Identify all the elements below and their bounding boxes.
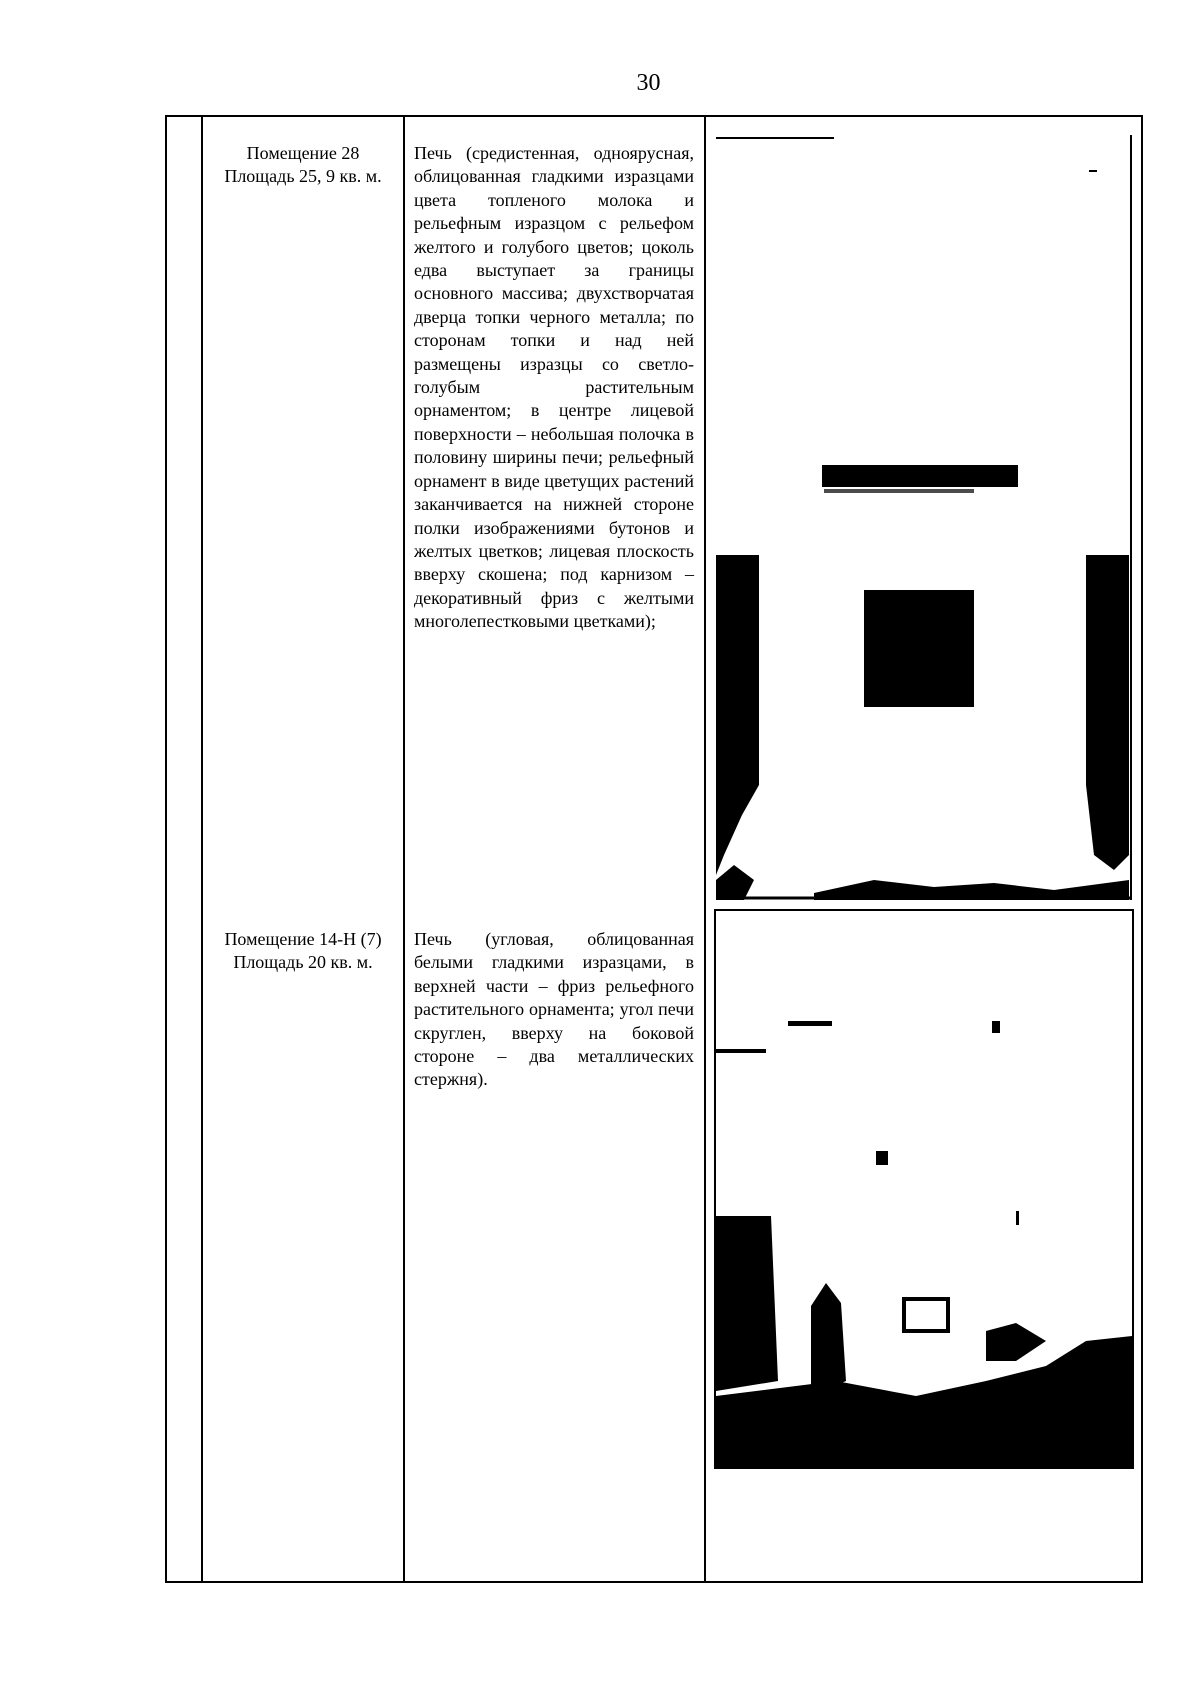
column-divider: [403, 117, 405, 1581]
room-cell: [205, 928, 401, 975]
stove-photo-2: [714, 909, 1134, 1469]
stove-photo-1: [714, 135, 1134, 900]
room-area: Площадь 20 кв. м.: [233, 952, 373, 973]
inventory-table: [165, 115, 1143, 1583]
column-divider: [201, 117, 203, 1581]
room-name: Помещение 14-Н (7): [224, 929, 382, 949]
stove-description: Печь (средистенная, одноярусная, облицованная гладкими изразцами цвета топленого молока и рельефным изразцом с рельефом желтого и голубого цветов; цоколь едва выступает за границы основного массива; двухстворчатая дверца топки черного металла; по сторонам топки и над ней размещены изразцы со светло-голубым растительным орнаментом; в центре лицевой поверхности – небольшая полочка в половину ширины печи; рельефный орнамент в виде цветущих растений заканчивается на нижней стороне полки изображениями бутонов и желтых цветков; лицевая плоскость вверху скошена; под карнизом – декоративный фриз с желтыми многолепестковыми цветками);: [414, 143, 694, 632]
stove-description: Печь (угловая, облицованная белыми гладкими изразцами, в верхней части – фриз рельефного растительного орнамента; угол печи скруглен, вверху на боковой стороне – два металлических стержня).: [414, 929, 694, 1090]
room-cell: [205, 142, 401, 189]
column-divider: [704, 117, 706, 1581]
page-number: 30: [636, 70, 661, 96]
room-area: Площадь 25, 9 кв. м.: [224, 166, 382, 187]
room-name: Помещение 28: [246, 143, 360, 163]
